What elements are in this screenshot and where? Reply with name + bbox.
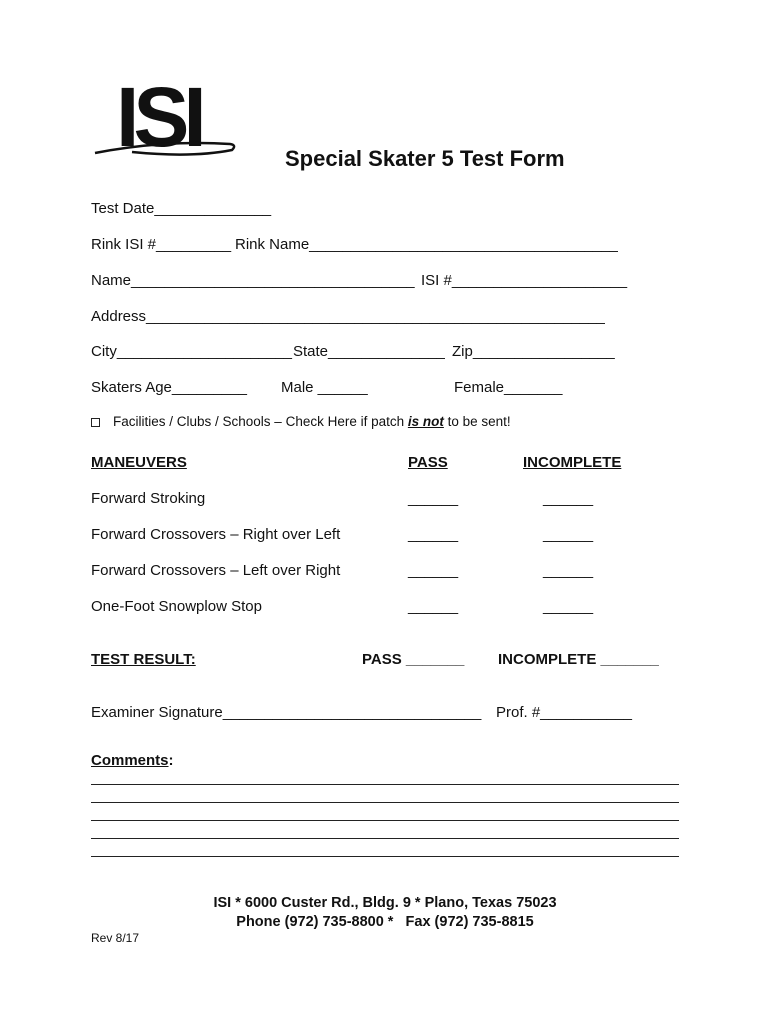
rink-isi-field[interactable]: Rink ISI #_________ — [91, 236, 232, 253]
pass-blank-4[interactable]: ______ — [408, 598, 459, 615]
address-field[interactable]: Address_______________________________________________________ — [91, 308, 605, 325]
result-incomplete-field[interactable]: INCOMPLETE _______ — [498, 651, 659, 668]
city-field[interactable]: City_____________________ — [91, 343, 293, 360]
comment-line-3[interactable] — [91, 820, 679, 821]
form-title: Special Skater 5 Test Form — [285, 146, 565, 171]
examiner-signature-field[interactable]: Examiner Signature_______________________________ — [91, 704, 482, 721]
skaters-age-field[interactable]: Skaters Age_________ — [91, 379, 247, 396]
pass-header: PASS — [408, 454, 448, 471]
name-field[interactable]: Name__________________________________ — [91, 272, 415, 289]
comments-label — [91, 752, 174, 770]
facilities-checkbox[interactable] — [91, 418, 100, 427]
facilities-note — [113, 414, 511, 430]
isi-number-field[interactable]: ISI #_____________________ — [421, 272, 628, 289]
comments-label-colon: : — [168, 752, 174, 769]
incomplete-blank-2[interactable]: ______ — [543, 526, 594, 543]
facilities-note-prefix: Facilities / Clubs / Schools – Check Here if patch — [113, 414, 408, 429]
maneuver-row-4: One-Foot Snowplow Stop — [91, 598, 262, 615]
incomplete-header: INCOMPLETE — [523, 454, 622, 471]
incomplete-blank-4[interactable]: ______ — [543, 598, 594, 615]
maneuver-row-2: Forward Crossovers – Right over Left — [91, 526, 341, 543]
pass-blank-3[interactable]: ______ — [408, 562, 459, 579]
male-field[interactable]: Male ______ — [281, 379, 368, 396]
comment-line-1[interactable] — [91, 784, 679, 785]
female-field[interactable]: Female_______ — [454, 379, 563, 396]
comments-label-text: Comments — [91, 752, 169, 769]
prof-number-field[interactable]: Prof. #___________ — [496, 704, 632, 721]
zip-field[interactable]: Zip_________________ — [452, 343, 615, 360]
test-date-field[interactable]: Test Date______________ — [91, 200, 272, 217]
revision-label: Rev 8/17 — [91, 931, 140, 945]
facilities-note-emphasis: is not — [407, 414, 444, 429]
pass-blank-1[interactable]: ______ — [408, 490, 459, 507]
maneuver-row-3: Forward Crossovers – Left over Right — [91, 562, 341, 579]
svg-text:ISI: ISI — [116, 78, 201, 160]
isi-logo — [92, 78, 237, 160]
footer-address: ISI * 6000 Custer Rd., Bldg. 9 * Plano, Texas 75023 — [213, 895, 557, 911]
comment-line-4[interactable] — [91, 838, 679, 839]
result-pass-field[interactable]: PASS _______ — [362, 651, 465, 668]
footer-phone: Phone (972) 735-8800 * Fax (972) 735-8815 — [236, 914, 534, 930]
maneuvers-header: MANEUVERS — [91, 454, 187, 471]
test-result-label: TEST RESULT: — [91, 651, 196, 668]
state-field[interactable]: State______________ — [293, 343, 445, 360]
pass-blank-2[interactable]: ______ — [408, 526, 459, 543]
incomplete-blank-3[interactable]: ______ — [543, 562, 594, 579]
comment-line-5[interactable] — [91, 856, 679, 857]
rink-name-field[interactable]: Rink Name_____________________________________ — [235, 236, 618, 253]
comment-line-2[interactable] — [91, 802, 679, 803]
incomplete-blank-1[interactable]: ______ — [543, 490, 594, 507]
facilities-note-suffix: to be sent! — [443, 414, 511, 429]
maneuver-row-1: Forward Stroking — [91, 490, 206, 507]
